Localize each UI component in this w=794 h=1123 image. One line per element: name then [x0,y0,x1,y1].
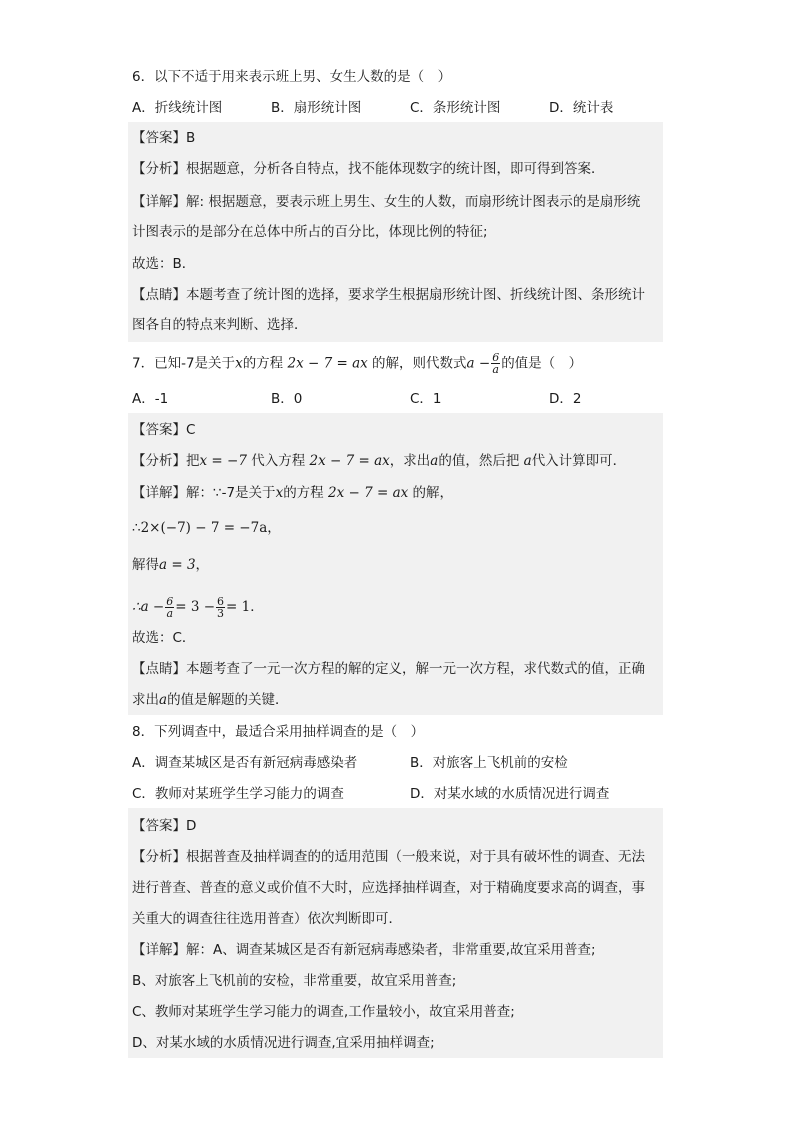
q8-option-c: C．教师对某班学生学习能力的调查 [132,786,344,802]
q8-stem: 8．下列调查中，最适合采用抽样调查的是（ ） [132,724,425,740]
q8-analysis-line-3: 关重大的调查往往选用普查）依次判断即可． [132,911,402,927]
q8-answer: 【答案】D [132,818,197,834]
q7-stem: 7．已知-7是关于x的方程 2x − 7 = ax 的解，则代数式a − $\frac{6}{a}$ 的值是（ ） [132,351,583,376]
q6-comment-line-2: 图各自的特点来判断、选择． [132,317,308,333]
q8-detail-line-2: B、对旅客上飞机前的安检，非常重要，故宜采用普查; [132,973,457,989]
q8-detail-line-1: 【详解】解：A、调查某城区是否有新冠病毒感染者，非常重要,故宜采用普查; [132,942,596,958]
q6-comment-line-1: 【点睛】本题考查了统计图的选择，要求学生根据扇形统计图、折线统计图、条形统计 [132,287,645,303]
q7-var-x: x [235,355,243,372]
q6-analysis: 【分析】根据题意，分析各自特点，找不能体现数字的统计图，即可得到答案． [132,161,605,177]
q7-equation: 2x − 7 = ax [287,355,368,372]
q6-option-a: A．折线统计图 [132,100,223,116]
q7-answer: 【答案】C [132,422,196,438]
q7-choose: 故选：C． [132,630,196,646]
q8-option-b: B．对旅客上飞机前的安检 [410,755,568,771]
q7-comment-line-2: 求出a的值是解题的关键． [132,692,289,708]
q7-detail: 【详解】解：∵-7是关于x的方程 2x − 7 = ax 的解， [132,485,454,501]
q8-analysis-line-1: 【分析】根据普查及抽样调查的的适用范围（一般来说，对于具有破坏性的调查、无法 [132,849,645,865]
q8-detail-line-3: C、教师对某班学生学习能力的调查,工作量较小，故宜采用普查; [132,1004,515,1020]
q6-option-b: B．扇形统计图 [271,100,362,116]
q6-answer: 【答案】B [132,130,196,146]
q6-option-c: C．条形统计图 [410,100,501,116]
q7-option-c: C．1 [410,391,442,407]
q7-analysis: 【分析】把x = −7 代入方程 2x − 7 = ax，求出a的值，然后把 a代入计算即可． [132,453,627,469]
q6-stem: 6．以下不适于用来表示班上男、女生人数的是（ ） [132,69,452,85]
q7-fraction: $\frac{6}{a}$ [492,351,500,376]
q8-analysis-line-2: 进行普查、普查的意义或价值不大时，应选择抽样调查，对于精确度要求高的调查，事 [132,880,645,896]
q7-comment-line-1: 【点睛】本题考查了一元一次方程的解的定义，解一元一次方程，求代数式的值，正确 [132,661,645,677]
q6-choose: 故选：B． [132,256,196,272]
q8-option-d: D．对某水域的水质情况进行调查 [410,786,610,802]
q8-detail-line-4: D、对某水域的水质情况进行调查,宜采用抽样调查; [132,1035,435,1051]
q7-step-2: 解得a = 3， [132,557,210,573]
q7-step-1: ∴2×(−7) − 7 = −7a， [132,520,281,536]
q7-option-d: D．2 [549,391,582,407]
q6-detail-line-1: 【详解】解: 根据题意，要表示班上男生、女生的人数，而扇形统计图表示的是扇形统 [132,194,641,210]
q6-detail-line-2: 计图表示的是部分在总体中所占的百分比，体现比例的特征; [132,224,488,240]
q7-option-a: A．-1 [132,391,169,407]
q7-option-b: B．0 [271,391,303,407]
q8-option-a: A．调查某城区是否有新冠病毒感染者 [132,755,358,771]
q6-option-d: D．统计表 [549,100,614,116]
q7-step-3: ∴a − $\frac{6}{a}$ = 3 − $\frac{6}{3}$ = 1． [132,594,264,620]
